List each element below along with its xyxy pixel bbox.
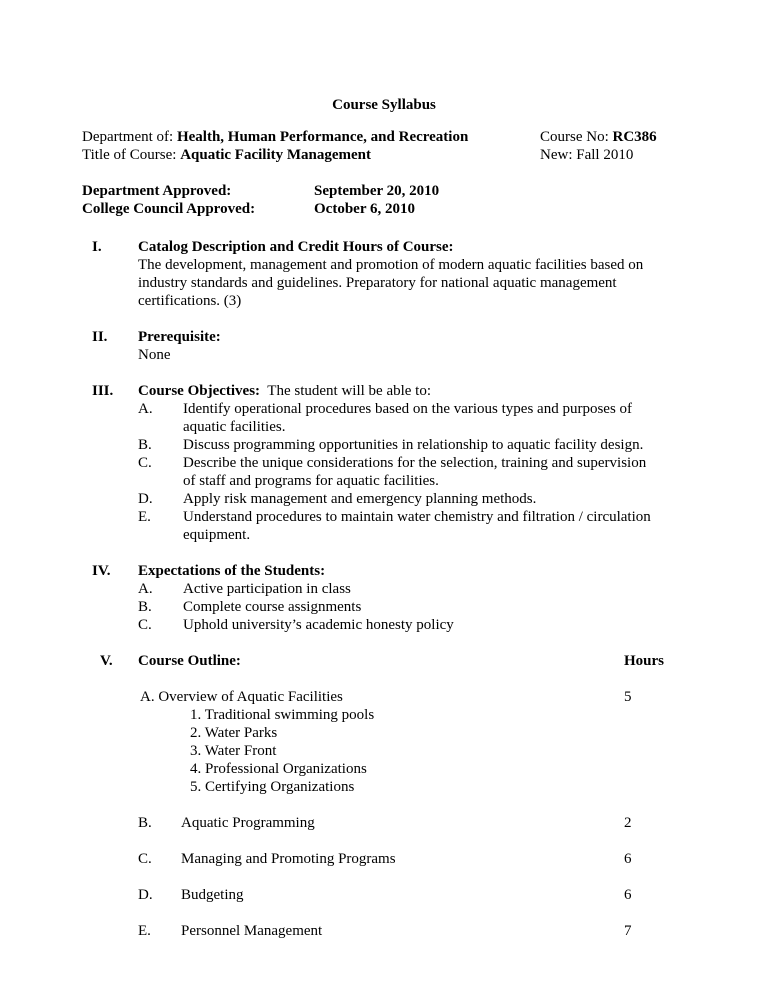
section-3-heading-line: [138, 382, 431, 400]
expectation-letter: C.: [138, 617, 152, 633]
section-1-text-line: industry standards and guidelines. Preparatory for national aquatic management: [138, 275, 617, 291]
council-approved-label: College Council Approved:: [82, 201, 256, 217]
outline-a-subitem: 2. Water Parks: [190, 725, 278, 741]
page-title: Course Syllabus: [332, 97, 436, 113]
objective-text: Identify operational procedures based on the various types and purposes of aquatic facilities.: [183, 401, 633, 435]
section-2-text: None: [138, 347, 171, 363]
section-1-text-line: certifications. (3): [138, 293, 242, 309]
section-4-number: IV.: [92, 563, 111, 579]
new-term-label: New:: [540, 147, 573, 163]
course-title-value: Aquatic Facility Management: [180, 147, 372, 163]
objective-letter: E.: [138, 509, 151, 525]
expectation-letter: B.: [138, 599, 152, 615]
course-number-label: Course No:: [540, 129, 609, 145]
objective-text: Describe the unique considerations for the selection, training and supervision of staff and programs for aquatic facilities.: [183, 455, 647, 489]
outline-letter: B.: [138, 815, 152, 831]
section-1-number: I.: [92, 239, 102, 255]
dept-approved-date: September 20, 2010: [314, 183, 440, 199]
outline-text: Budgeting: [181, 887, 244, 903]
expectation-text: Active participation in class: [183, 581, 351, 597]
outline-hours: 6: [624, 887, 632, 903]
section-3-intro: The student will be able to:: [267, 383, 432, 399]
expectation-letter: A.: [138, 581, 153, 597]
outline-text: Personnel Management: [181, 923, 323, 939]
new-term-line: [540, 146, 633, 164]
outline-letter: E.: [138, 923, 151, 939]
outline-a-subitem: 4. Professional Organizations: [190, 761, 367, 777]
section-1-text-line: The development, management and promotion of modern aquatic facilities based on: [138, 257, 644, 273]
outline-a-title: A. Overview of Aquatic Facilities: [140, 689, 343, 705]
new-term-value: Fall 2010: [576, 147, 634, 163]
outline-hours: 2: [624, 815, 632, 831]
objective-text: Apply risk management and emergency planning methods.: [183, 491, 537, 507]
outline-letter: C.: [138, 851, 152, 867]
section-4-heading: Expectations of the Students:: [138, 563, 326, 579]
section-1-heading: Catalog Description and Credit Hours of Course:: [138, 239, 454, 255]
outline-hours: 7: [624, 923, 632, 939]
section-3-number: III.: [92, 383, 114, 399]
expectation-text: Uphold university’s academic honesty policy: [183, 617, 454, 633]
outline-a-subitem: 3. Water Front: [190, 743, 277, 759]
objective-letter: B.: [138, 437, 152, 453]
outline-a-subitem: 1. Traditional swimming pools: [190, 707, 375, 723]
outline-a-hours: 5: [624, 689, 632, 705]
section-5-heading: Course Outline:: [138, 653, 241, 669]
section-3-heading: Course Objectives:: [138, 383, 261, 399]
hours-header: Hours: [624, 653, 665, 669]
objective-text: Understand procedures to maintain water chemistry and filtration / circulation equipment.: [183, 509, 651, 543]
section-2-heading: Prerequisite:: [138, 329, 221, 345]
section-2-number: II.: [92, 329, 108, 345]
outline-a-subitem: 5. Certifying Organizations: [190, 779, 355, 795]
outline-hours: 6: [624, 851, 632, 867]
section-5-number: V.: [100, 653, 113, 669]
course-number-value: RC386: [612, 129, 657, 145]
course-title-label: Title of Course:: [82, 147, 177, 163]
outline-text: Managing and Promoting Programs: [181, 851, 396, 867]
course-title-line: [82, 146, 371, 164]
department-label: Department of:: [82, 129, 174, 145]
objective-letter: A.: [138, 401, 153, 417]
department-value: Health, Human Performance, and Recreation: [176, 129, 469, 145]
objective-text: Discuss programming opportunities in relationship to aquatic facility design.: [183, 437, 644, 453]
objective-letter: D.: [138, 491, 153, 507]
expectation-text: Complete course assignments: [183, 599, 362, 615]
dept-approved-label: Department Approved:: [82, 183, 232, 199]
objective-letter: C.: [138, 455, 152, 471]
council-approved-date: October 6, 2010: [314, 201, 415, 217]
department-line: [82, 128, 468, 146]
outline-letter: D.: [138, 887, 153, 903]
outline-text: Aquatic Programming: [181, 815, 315, 831]
course-number-line: [540, 128, 657, 146]
